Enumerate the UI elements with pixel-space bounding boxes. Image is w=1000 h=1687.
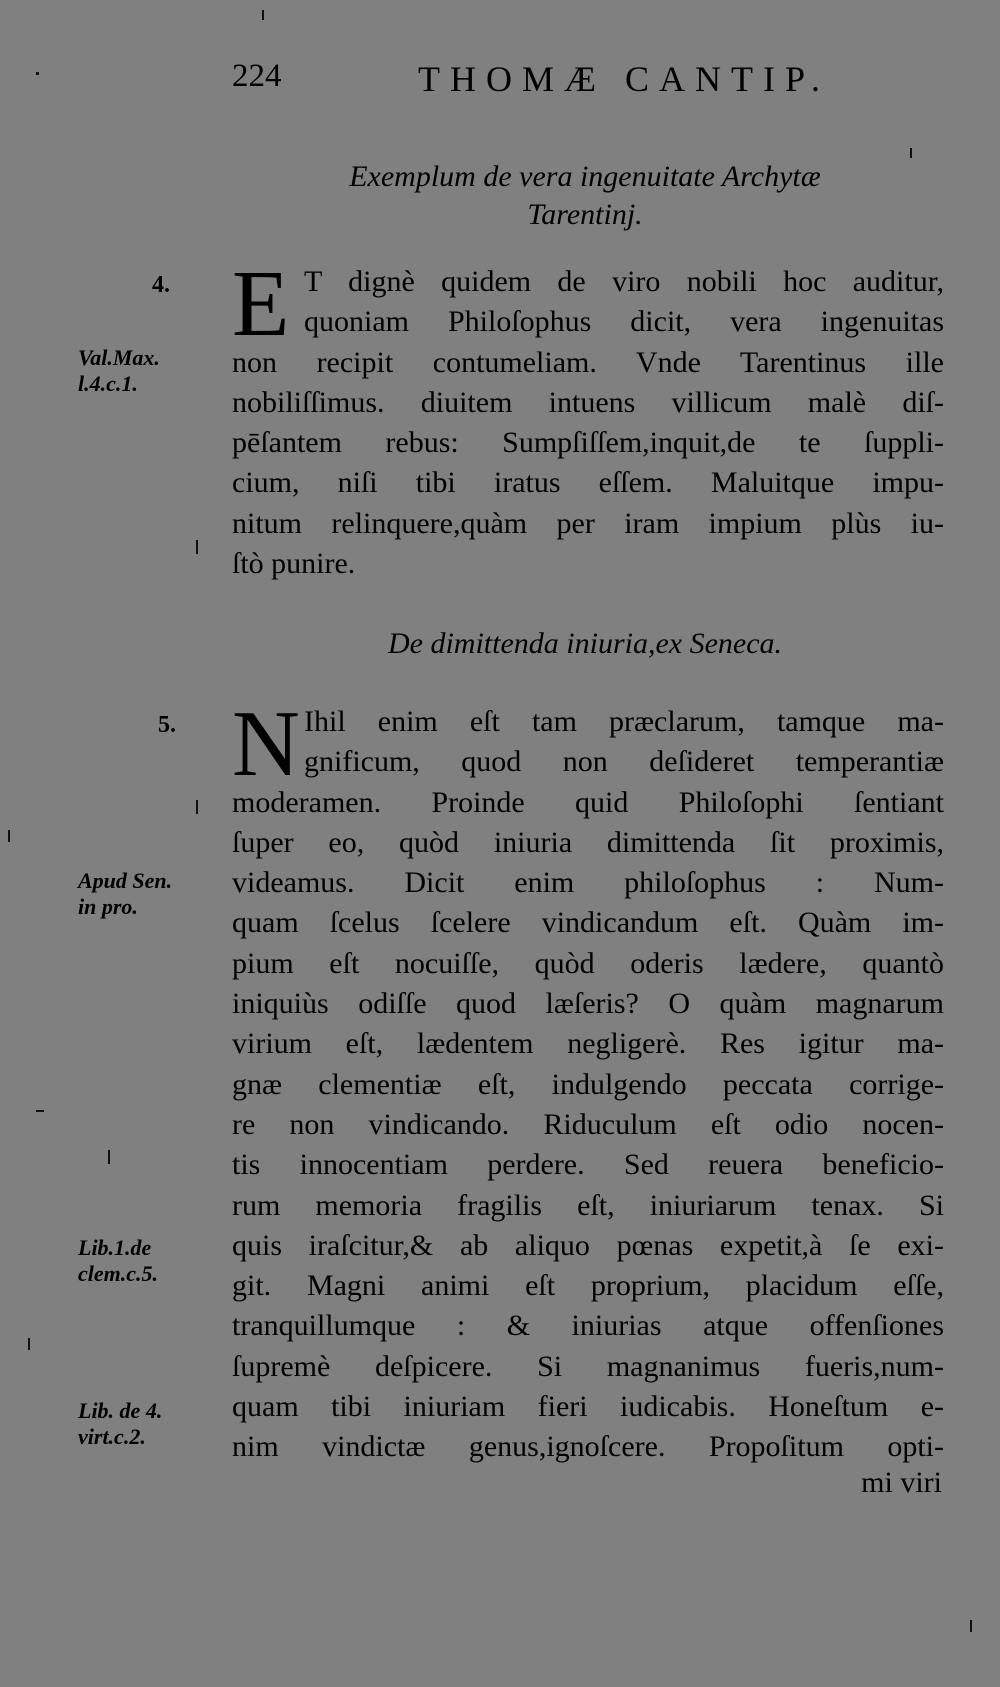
- section-title-line: Tarentinj.: [527, 198, 643, 231]
- paragraph-archytas: [232, 252, 944, 584]
- page-header: [0, 58, 1000, 108]
- text-line: Ihil enim eſt tam præclarum, tamque ma-: [304, 705, 944, 738]
- margin-reference: [78, 1235, 228, 1287]
- text-line: gnificum, quod non deſideret temperantiæ: [304, 745, 944, 779]
- margin-reference: [78, 1398, 228, 1450]
- scan-speck: [36, 1110, 44, 1112]
- catchword: mi viri: [861, 1466, 942, 1499]
- drop-cap-initial: E: [232, 252, 290, 356]
- drop-cap-initial: N: [232, 692, 300, 796]
- scan-speck: [262, 10, 264, 20]
- margin-reference-line: clem.c.5.: [78, 1261, 159, 1286]
- margin-reference: [78, 868, 228, 920]
- text-line: quoniam Philoſophus dicit, vera ingenuitas: [304, 305, 944, 339]
- margin-reference-line: Apud Sen.: [78, 868, 173, 893]
- margin-section-number: 5.: [158, 712, 176, 738]
- text-line: T dignè quidem de viro nobili hoc auditur,: [304, 265, 944, 298]
- margin-reference-line: in pro.: [78, 894, 138, 919]
- text-line: rum memoria fragilis eſt, iniuriarum tenax. Si: [232, 1188, 944, 1222]
- text-line: git. Magni animi eſt proprium, placidum eſſe,: [232, 1269, 944, 1303]
- text-line: iniquiùs odiſſe quod læſeris? O quàm magnarum: [232, 987, 944, 1021]
- margin-reference-line: l.4.c.1.: [78, 371, 138, 396]
- scan-speck: [8, 830, 10, 842]
- section-title-line: Exemplum de vera ingenuitate Archytæ: [349, 160, 821, 193]
- text-line: cium, niſi tibi iratus eſſem. Maluitque impu-: [232, 466, 944, 500]
- section-title-archytas: [230, 158, 940, 234]
- scan-speck: [36, 72, 39, 75]
- text-line: nobiliſſimus. diuitem intuens villicum malè diſ-: [232, 385, 944, 419]
- scan-speck: [28, 1338, 30, 1350]
- scan-speck: [970, 1620, 972, 1632]
- scan-speck: [910, 148, 912, 158]
- text-line: pium eſt nocuiſſe, quòd oderis lædere, quantò: [232, 946, 944, 980]
- text-line: quam ſcelus ſcelere vindicandum eſt. Quàm im-: [232, 906, 944, 940]
- text-line: virium eſt, lædentem negligerè. Res igitur ma-: [232, 1027, 944, 1061]
- scan-speck: [108, 1150, 110, 1164]
- margin-section-number: 4.: [152, 272, 170, 298]
- text-line: gnæ clementiæ eſt, indulgendo peccata corrige-: [232, 1067, 944, 1101]
- margin-reference-line: Val.Max.: [78, 345, 160, 370]
- scan-speck: [196, 800, 198, 814]
- text-line: videamus. Dicit enim philoſophus : Num-: [232, 866, 944, 900]
- section-title-seneca: [230, 625, 940, 663]
- margin-reference: [78, 345, 228, 397]
- margin-reference-line: virt.c.2.: [78, 1424, 146, 1449]
- text-line: quis iraſcitur,& ab aliquo pœnas expetit,à ſe exi-: [232, 1228, 944, 1262]
- text-line: ſtò punire.: [232, 547, 356, 581]
- text-line: tranquillumque : & iniurias atque offenſiones: [232, 1309, 944, 1343]
- scan-speck: [196, 540, 198, 554]
- text-line: tis innocentiam perdere. Sed reuera beneficio-: [232, 1148, 944, 1182]
- running-head: THOMÆ CANTIP.: [418, 59, 831, 99]
- text-line: ſuper eo, quòd iniuria dimittenda ſit proximis,: [232, 825, 944, 859]
- paragraph-seneca: [232, 692, 944, 1468]
- margin-reference-line: Lib.1.de: [78, 1235, 152, 1260]
- text-line: quam tibi iniuriam fieri iudicabis. Honeſtum e-: [232, 1390, 944, 1424]
- text-line: moderamen. Proinde quid Philoſophi ſentiant: [232, 785, 944, 819]
- text-line: nim vindictæ genus,ignoſcere. Propoſitum opti-: [232, 1430, 944, 1464]
- text-line: re non vindicando. Riduculum eſt odio nocen-: [232, 1107, 944, 1141]
- page-number: 224: [232, 58, 282, 94]
- margin-reference-line: Lib. de 4.: [78, 1398, 163, 1423]
- section-title-line: De dimittenda iniuria,ex Seneca.: [387, 627, 783, 660]
- text-line: non recipit contumeliam. Vnde Tarentinus ille: [232, 345, 944, 379]
- text-line: nitum relinquere,quàm per iram impium plùs iu-: [232, 506, 944, 540]
- text-line: ſupremè deſpicere. Si magnanimus fueris,num-: [232, 1349, 944, 1383]
- text-line: pēſantem rebus: Sumpſiſſem,inquit,de te ſuppli-: [232, 426, 944, 460]
